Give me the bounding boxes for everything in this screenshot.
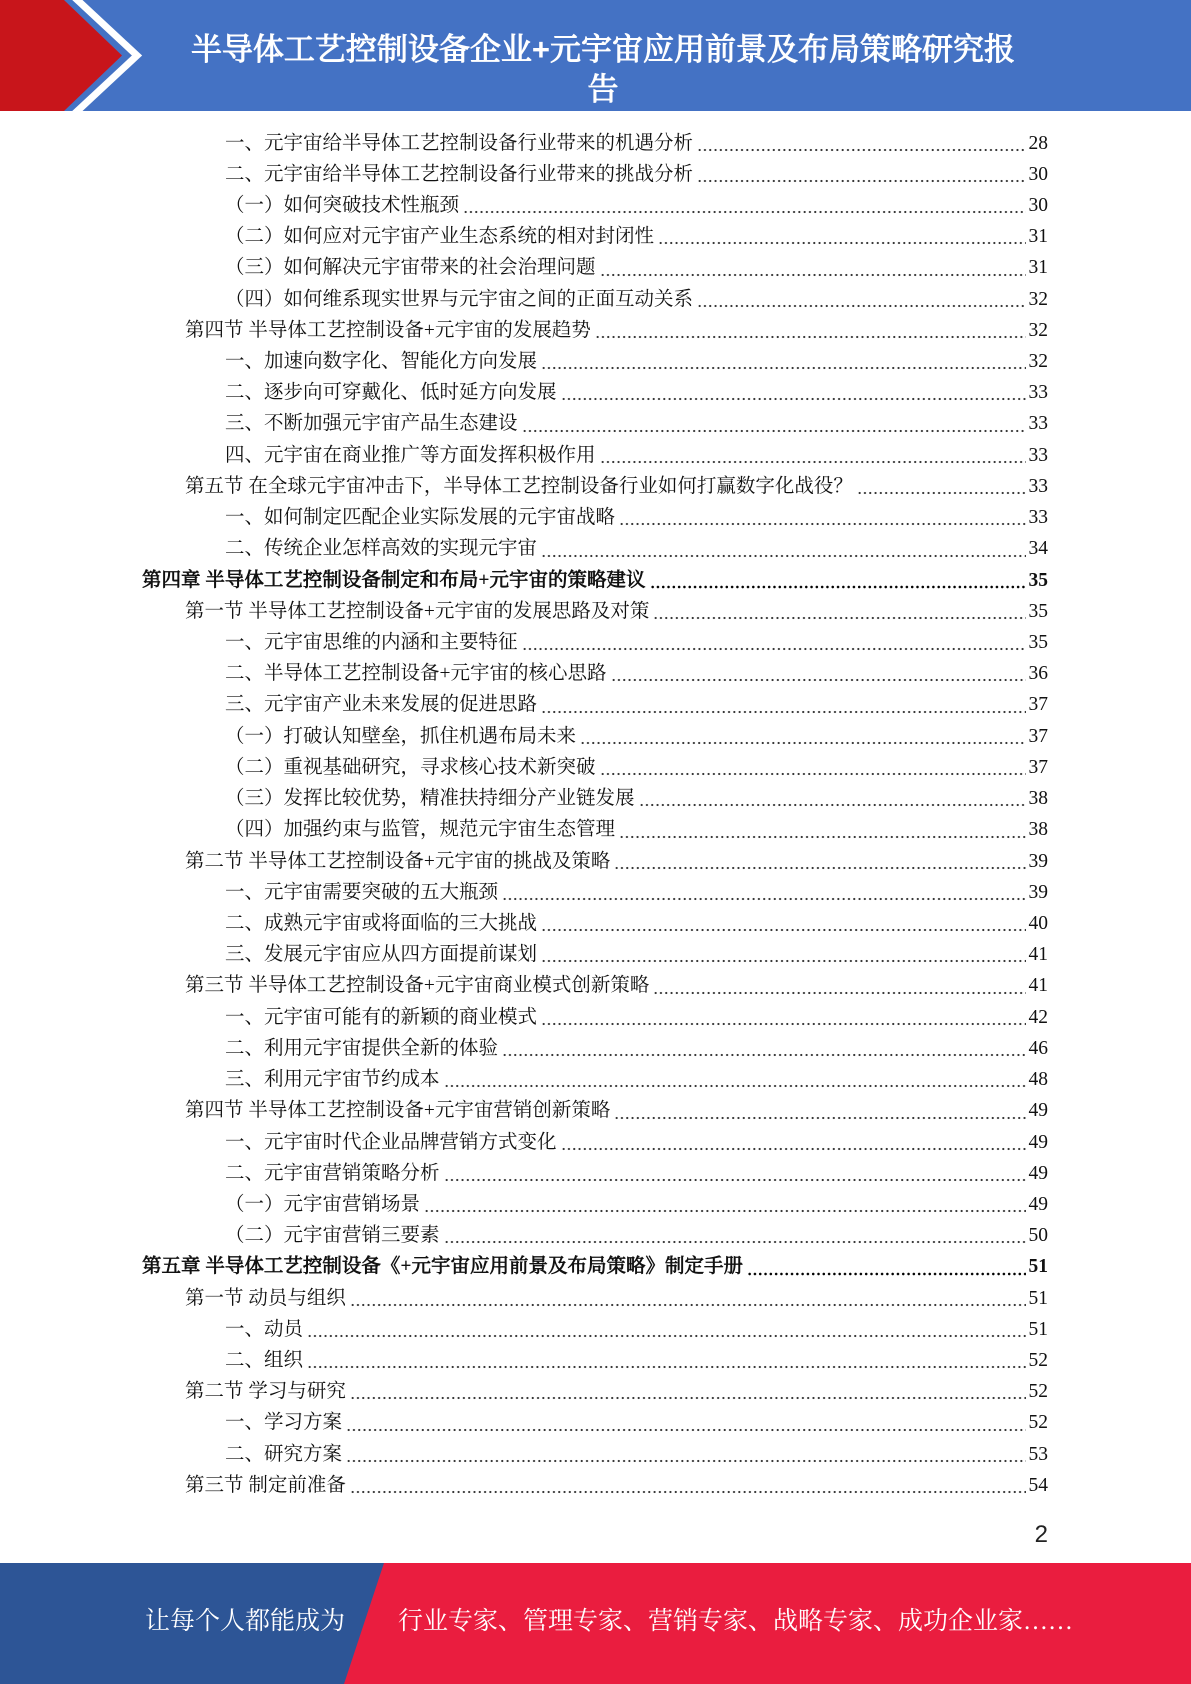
toc-entry-page: 36 (1028, 663, 1048, 685)
toc-entry-title: 第五节 在全球元宇宙冲击下，半导体工艺控制设备行业如何打赢数字化战役？ (185, 475, 853, 497)
header-band (0, 0, 1191, 111)
toc-entry-title: 第四节 半导体工艺控制设备+元宇宙的发展趋势 (185, 319, 591, 341)
toc-entry-title: （二）如何应对元宇宙产业生态系统的相对封闭性 (225, 226, 655, 248)
toc-entry-item (0, 939, 1048, 970)
toc-entry-title: 第三节 制定前准备 (185, 1474, 346, 1496)
toc-entry-title: 二、逐步向可穿戴化、低时延方向发展 (225, 382, 557, 404)
dot-leader (541, 908, 1025, 939)
toc-entry-item (0, 908, 1048, 939)
toc-entry-page: 33 (1028, 475, 1048, 497)
toc-entry-page: 37 (1028, 694, 1048, 716)
dot-leader (614, 846, 1025, 877)
toc-entry-subitem (0, 814, 1048, 845)
toc-entry-page: 39 (1028, 850, 1048, 872)
toc-entry-page: 42 (1028, 1006, 1048, 1028)
dot-leader (639, 783, 1026, 814)
toc-entry-section (0, 1095, 1048, 1126)
dot-leader (619, 502, 1025, 533)
toc-entry-page: 33 (1028, 382, 1048, 404)
dot-leader (600, 252, 1026, 283)
toc-entry-page: 53 (1028, 1443, 1048, 1465)
toc-entry-title: （三）发挥比较优势，精准扶持细分产业链发展 (225, 788, 635, 810)
dot-leader (595, 315, 1026, 346)
toc-entry-section (0, 1283, 1048, 1314)
toc-entry-page: 35 (1028, 600, 1048, 622)
toc-entry-title: 一、动员 (225, 1318, 304, 1340)
dot-leader (522, 627, 1026, 658)
toc-entry-title: 二、元宇宙营销策略分析 (225, 1162, 440, 1184)
dot-leader (307, 1345, 1025, 1376)
dot-leader (561, 1127, 1026, 1158)
toc-entry-item (0, 689, 1048, 720)
toc-entry-section (0, 1470, 1048, 1501)
toc-entry-page: 30 (1028, 163, 1048, 185)
toc-entry-page: 32 (1028, 319, 1048, 341)
toc-entry-subitem (0, 721, 1048, 752)
toc-entry-title: 第四章 半导体工艺控制设备制定和布局+元宇宙的策略建议 (142, 569, 646, 591)
toc-entry-title: 三、元宇宙产业未来发展的促进思路 (225, 694, 538, 716)
toc-entry-page: 49 (1028, 1162, 1048, 1184)
toc-entry-section (0, 596, 1048, 627)
toc-entry-section (0, 970, 1048, 1001)
dot-leader (444, 1220, 1026, 1251)
dot-leader (346, 1439, 1025, 1470)
toc-entry-title: 二、成熟元宇宙或将面临的三大挑战 (225, 912, 538, 934)
toc-entry-page: 49 (1028, 1100, 1048, 1122)
toc-entry-chapter (0, 565, 1048, 596)
footer-roles: 行业专家、管理专家、营销专家、战略专家、成功企业家…… (398, 1608, 1074, 1635)
dot-leader (350, 1470, 1026, 1501)
toc-entry-page: 35 (1028, 569, 1048, 591)
toc-entry-item (0, 1314, 1048, 1345)
toc-entry-title: 第五章 半导体工艺控制设备《+元宇宙应用前景及布局策略》制定手册 (142, 1256, 743, 1278)
dot-leader (600, 440, 1026, 471)
toc-entry-page: 51 (1028, 1287, 1048, 1309)
dot-leader (502, 877, 1025, 908)
toc-entry-title: 一、加速向数字化、智能化方向发展 (225, 351, 538, 373)
toc-entry-page: 52 (1028, 1350, 1048, 1372)
dot-leader (600, 752, 1026, 783)
toc-entry-subitem (0, 190, 1048, 221)
toc-entry-subitem (0, 252, 1048, 283)
toc-entry-title: （四）加强约束与监管，规范元宇宙生态管理 (225, 819, 616, 841)
dot-leader (541, 346, 1025, 377)
toc-entry-title: 一、元宇宙给半导体工艺控制设备行业带来的机遇分析 (225, 132, 694, 154)
toc-entry-item (0, 408, 1048, 439)
footer-band (0, 1563, 1191, 1684)
toc-entry-title: 二、组织 (225, 1350, 304, 1372)
dot-leader (541, 689, 1025, 720)
toc-entry-item (0, 1158, 1048, 1189)
toc-entry-page: 51 (1028, 1318, 1048, 1340)
dot-leader (444, 1064, 1026, 1095)
dot-leader (653, 596, 1025, 627)
toc-entry-title: （四）如何维系现实世界与元宇宙之间的正面互动关系 (225, 288, 694, 310)
toc-entry-item (0, 658, 1048, 689)
toc-entry-item (0, 1439, 1048, 1470)
toc-entry-page: 32 (1028, 351, 1048, 373)
toc-entry-page: 33 (1028, 413, 1048, 435)
toc-entry-item (0, 346, 1048, 377)
toc-entry-section (0, 1376, 1048, 1407)
dot-leader (697, 128, 1025, 159)
toc-entry-title: （三）如何解决元宇宙带来的社会治理问题 (225, 257, 596, 279)
toc-entry-subitem (0, 221, 1048, 252)
toc-entry-title: 第四节 半导体工艺控制设备+元宇宙营销创新策略 (185, 1100, 611, 1122)
toc-entry-item (0, 1033, 1048, 1064)
dot-leader (444, 1158, 1026, 1189)
toc-entry-title: （一）如何突破技术性瓶颈 (225, 194, 460, 216)
toc-entry-page: 49 (1028, 1131, 1048, 1153)
page-number: 2 (1034, 1521, 1048, 1548)
toc-entry-title: 第一节 动员与组织 (185, 1287, 346, 1309)
toc-entry-page: 46 (1028, 1037, 1048, 1059)
toc-entry-title: （一）元宇宙营销场景 (225, 1193, 421, 1215)
toc-entry-page: 38 (1028, 819, 1048, 841)
dot-leader (614, 1095, 1025, 1126)
toc-entry-page: 52 (1028, 1381, 1048, 1403)
dot-leader (857, 471, 1026, 502)
toc-entry-title: 二、研究方案 (225, 1443, 343, 1465)
toc-entry-title: 一、元宇宙可能有的新颖的商业模式 (225, 1006, 538, 1028)
dot-leader (522, 408, 1026, 439)
footer-slogan: 让每个人都能成为 (145, 1608, 346, 1635)
toc-entry-page: 34 (1028, 538, 1048, 560)
toc-entry-title: 二、传统企业怎样高效的实现元宇宙 (225, 538, 538, 560)
toc-entry-section (0, 315, 1048, 346)
dot-leader (463, 190, 1025, 221)
toc-entry-page: 31 (1028, 226, 1048, 248)
toc-entry-section (0, 471, 1048, 502)
toc-entry-item (0, 1407, 1048, 1438)
dot-leader (350, 1283, 1026, 1314)
report-title: 半导体工艺控制设备企业+元宇宙应用前景及布局策略研究报告 (190, 32, 1016, 107)
dot-leader (502, 1033, 1025, 1064)
toc-entry-page: 38 (1028, 788, 1048, 810)
toc-entry-subitem (0, 1189, 1048, 1220)
toc-entry-subitem (0, 783, 1048, 814)
toc-entry-title: 三、利用元宇宙节约成本 (225, 1069, 440, 1091)
toc-entry-title: 二、半导体工艺控制设备+元宇宙的核心思路 (225, 663, 607, 685)
dot-leader (611, 658, 1026, 689)
toc-entry-item (0, 1345, 1048, 1376)
toc-entry-subitem (0, 284, 1048, 315)
toc-entry-page: 33 (1028, 507, 1048, 529)
toc-entry-title: 一、如何制定匹配企业实际发展的元宇宙战略 (225, 507, 616, 529)
toc-entry-page: 28 (1028, 132, 1048, 154)
toc-entry-page: 49 (1028, 1193, 1048, 1215)
toc-entry-title: （二）重视基础研究，寻求核心技术新突破 (225, 756, 596, 778)
toc-entry-page: 33 (1028, 444, 1048, 466)
dot-leader (697, 284, 1025, 315)
toc-entry-item (0, 377, 1048, 408)
dot-leader (747, 1251, 1026, 1282)
toc-entry-title: 第三节 半导体工艺控制设备+元宇宙商业模式创新策略 (185, 975, 650, 997)
toc-entry-page: 30 (1028, 194, 1048, 216)
dot-leader (346, 1407, 1025, 1438)
toc-entry-page: 32 (1028, 288, 1048, 310)
toc-entry-title: 一、学习方案 (225, 1412, 343, 1434)
toc-entry-title: 一、元宇宙时代企业品牌营销方式变化 (225, 1131, 557, 1153)
toc-entry-page: 37 (1028, 725, 1048, 747)
toc-entry-title: 二、利用元宇宙提供全新的体验 (225, 1037, 499, 1059)
toc-entry-title: （二）元宇宙营销三要素 (225, 1225, 440, 1247)
dot-leader (650, 565, 1026, 596)
toc-entry-chapter (0, 1251, 1048, 1282)
toc-entry-title: 第二节 半导体工艺控制设备+元宇宙的挑战及策略 (185, 850, 611, 872)
toc-entry-page: 31 (1028, 257, 1048, 279)
toc-entry-page: 50 (1028, 1225, 1048, 1247)
dot-leader (658, 221, 1025, 252)
toc-entry-subitem (0, 752, 1048, 783)
toc-entry-title: 二、元宇宙给半导体工艺控制设备行业带来的挑战分析 (225, 163, 694, 185)
toc-entry-item (0, 627, 1048, 658)
toc-entry-item (0, 502, 1048, 533)
toc-entry-item (0, 877, 1048, 908)
toc-entry-page: 37 (1028, 756, 1048, 778)
toc-entry-title: 三、发展元宇宙应从四方面提前谋划 (225, 944, 538, 966)
toc-entry-item (0, 128, 1048, 159)
dot-leader (541, 939, 1025, 970)
dot-leader (580, 721, 1025, 752)
toc-entry-subitem (0, 1220, 1048, 1251)
toc-entry-title: 四、元宇宙在商业推广等方面发挥积极作用 (225, 444, 596, 466)
toc-entry-page: 41 (1028, 944, 1048, 966)
dot-leader (697, 159, 1025, 190)
toc-entry-page: 48 (1028, 1069, 1048, 1091)
toc-entry-page: 39 (1028, 881, 1048, 903)
table-of-contents (0, 128, 1048, 1502)
toc-entry-page: 54 (1028, 1474, 1048, 1496)
dot-leader (350, 1376, 1026, 1407)
dot-leader (424, 1189, 1025, 1220)
dot-leader (541, 1002, 1025, 1033)
toc-entry-page: 41 (1028, 975, 1048, 997)
toc-entry-title: 三、不断加强元宇宙产品生态建设 (225, 413, 518, 435)
toc-entry-title: 第二节 学习与研究 (185, 1381, 346, 1403)
toc-entry-page: 35 (1028, 632, 1048, 653)
toc-entry-item (0, 1064, 1048, 1095)
toc-entry-title: 第一节 半导体工艺控制设备+元宇宙的发展思路及对策 (185, 600, 650, 622)
dot-leader (307, 1314, 1025, 1345)
toc-entry-item (0, 1127, 1048, 1158)
toc-entry-page: 52 (1028, 1412, 1048, 1434)
toc-entry-title: 一、元宇宙思维的内涵和主要特征 (225, 632, 518, 653)
dot-leader (653, 970, 1025, 1001)
toc-entry-item (0, 440, 1048, 471)
dot-leader (541, 533, 1025, 564)
toc-entry-item (0, 1002, 1048, 1033)
toc-entry-page: 51 (1028, 1256, 1048, 1278)
toc-entry-section (0, 846, 1048, 877)
dot-leader (561, 377, 1026, 408)
toc-entry-title: （一）打破认知壁垒，抓住机遇布局未来 (225, 725, 577, 747)
toc-entry-item (0, 533, 1048, 564)
dot-leader (619, 814, 1025, 845)
toc-entry-page: 40 (1028, 912, 1048, 934)
toc-entry-title: 一、元宇宙需要突破的五大瓶颈 (225, 881, 499, 903)
toc-entry-item (0, 159, 1048, 190)
